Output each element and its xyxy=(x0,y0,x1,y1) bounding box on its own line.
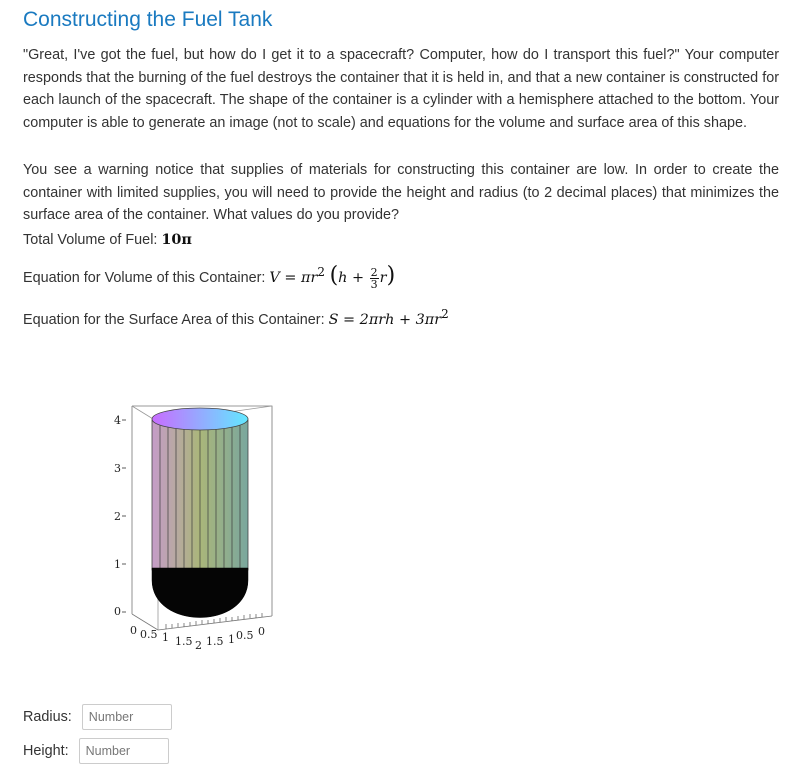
radius-row xyxy=(23,704,172,730)
surface-equation-line xyxy=(23,307,449,328)
task-paragraph: You see a warning notice that supplies of materials for constructing this container are low. In order to create the container with limited supplies, you will need to provide the height and radius (to 2 decimal places) that minimizes the surface area of the container. What values do you provide? xyxy=(23,162,779,223)
y-tick-label: 1.5 xyxy=(206,635,224,648)
top-cap xyxy=(152,408,248,430)
surface-symbol: S xyxy=(328,311,339,328)
total-volume-line xyxy=(23,231,192,248)
equals-sign: = xyxy=(343,311,356,328)
open-paren: ( xyxy=(329,263,339,288)
total-volume-label: Total Volume of Fuel: xyxy=(23,232,158,248)
volume-equation-line xyxy=(23,263,395,290)
exponent: 2 xyxy=(317,265,325,280)
z-tick-label: 4 xyxy=(114,414,121,427)
equals-sign: = xyxy=(284,270,297,286)
height-input[interactable] xyxy=(79,738,169,764)
close-paren: ) xyxy=(386,263,396,288)
surface-equation xyxy=(328,307,449,328)
height-label: Height: xyxy=(23,743,69,759)
x-tick-label: 0.5 xyxy=(140,628,158,641)
fraction-denominator: 3 xyxy=(370,277,378,291)
r-symbol: r xyxy=(379,270,387,286)
radius-label: Radius: xyxy=(23,709,72,725)
fraction-numerator: 2 xyxy=(370,265,378,279)
exponent: 2 xyxy=(441,307,449,321)
two-thirds-fraction xyxy=(370,267,379,290)
z-tick-label: 0 xyxy=(114,605,121,618)
y-tick-label: 0 xyxy=(258,625,265,638)
tank-3d-plot xyxy=(100,398,300,658)
story-paragraph: "Great, I've got the fuel, but how do I get it to a spacecraft? Computer, how do I transport this fuel?" Your computer responds that the burning of the fuel destroys the container that it is held in, and that a new container is constructed for each launch of the spacecraft. The shape of the container is a cylinder with a hemisphere attached to the bottom. Your computer is able to generate an image (not to scale) and equations for the volume and surface area of this shape. xyxy=(23,47,779,131)
y-tick-label: 0.5 xyxy=(236,629,254,642)
surface-equation-label: Equation for the Surface Area of this Container: xyxy=(23,311,325,328)
z-tick-label: 3 xyxy=(114,462,121,475)
h-symbol: h xyxy=(338,270,348,286)
lateral-term: 2πrh xyxy=(359,311,395,328)
z-tick-label: 1 xyxy=(114,558,121,571)
x-tick-label: 1.5 xyxy=(175,635,193,648)
height-row xyxy=(23,738,169,764)
hemisphere-bottom xyxy=(152,568,248,618)
plus-sign: + xyxy=(399,311,412,328)
volume-equation-label: Equation for Volume of this Container: xyxy=(23,270,266,286)
x-tick-label: 1 xyxy=(162,631,169,644)
total-volume-value: 10π xyxy=(161,231,192,248)
z-axis xyxy=(122,420,126,612)
x-tick-label: 2 xyxy=(195,639,202,652)
volume-equation xyxy=(269,263,396,291)
z-tick-label: 2 xyxy=(114,510,121,523)
pi-r-term: πr xyxy=(301,270,318,286)
y-tick-label: 1 xyxy=(228,633,235,646)
cap-term: 3πr xyxy=(415,311,442,328)
x-tick-label: 0 xyxy=(130,624,137,637)
page-title: Constructing the Fuel Tank xyxy=(23,8,273,31)
plus-sign: + xyxy=(352,270,365,286)
volume-symbol: V xyxy=(269,270,280,286)
radius-input[interactable] xyxy=(82,704,172,730)
